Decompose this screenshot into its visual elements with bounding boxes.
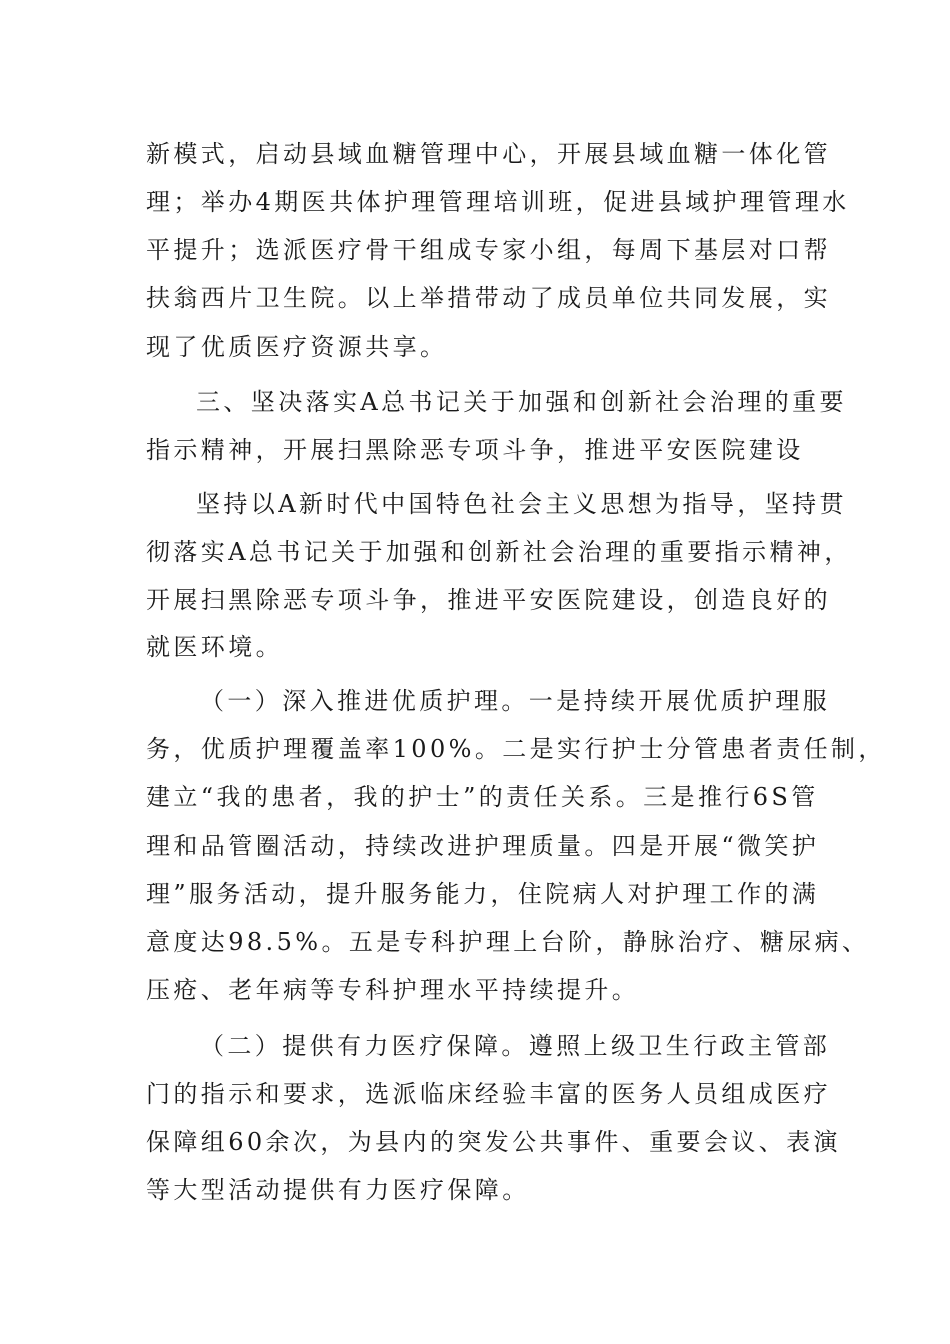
text-line: 就医环境。: [146, 633, 283, 661]
text-line: 平提升；选派医疗骨干组成专家小组，每周下基层对口帮: [146, 236, 831, 264]
text-line: 彻落实A总书记关于加强和创新社会治理的重要指示精神，: [146, 538, 852, 566]
section-heading-line: 三、坚决落实A总书记关于加强和创新社会治理的重要: [196, 388, 847, 416]
text-line: 务，优质护理覆盖率100%。二是实行护士分管患者责任制，: [146, 735, 886, 763]
text-line: 开展扫黑除恶专项斗争，推进平安医院建设，创造良好的: [146, 586, 831, 614]
text-line: 意度达98.5%。五是专科护理上台阶，静脉治疗、糖尿病、: [146, 928, 870, 956]
text-line: 理和品管圈活动，持续改进护理质量。四是开展“微笑护: [146, 832, 820, 860]
text-line: 新模式，启动县域血糖管理中心，开展县域血糖一体化管: [146, 140, 831, 168]
text-line: 现了优质医疗资源共享。: [146, 333, 448, 361]
section-heading-line: 指示精神，开展扫黑除恶专项斗争，推进平安医院建设: [146, 436, 804, 464]
subsection-line: （一）深入推进优质护理。一是持续开展优质护理服: [200, 687, 831, 715]
text-line: 坚持以A新时代中国特色社会主义思想为指导，坚持贯: [196, 490, 847, 518]
text-line: 门的指示和要求，选派临床经验丰富的医务人员组成医疗: [146, 1080, 831, 1108]
subsection-line: （二）提供有力医疗保障。遵照上级卫生行政主管部: [200, 1032, 831, 1060]
text-line: 保障组60余次，为县内的突发公共事件、重要会议、表演: [146, 1128, 841, 1156]
text-line: 压疮、老年病等专科护理水平持续提升。: [146, 976, 640, 1004]
text-line: 建立“我的患者，我的护士”的责任关系。三是推行6S管: [146, 783, 819, 811]
text-line: 等大型活动提供有力医疗保障。: [146, 1176, 530, 1204]
text-line: 理；举办4期医共体护理管理培训班，促进县域护理管理水: [146, 188, 850, 216]
text-line: 扶翁西片卫生院。以上举措带动了成员单位共同发展，实: [146, 284, 831, 312]
text-line: 理”服务活动，提升服务能力，住院病人对护理工作的满: [146, 880, 820, 908]
